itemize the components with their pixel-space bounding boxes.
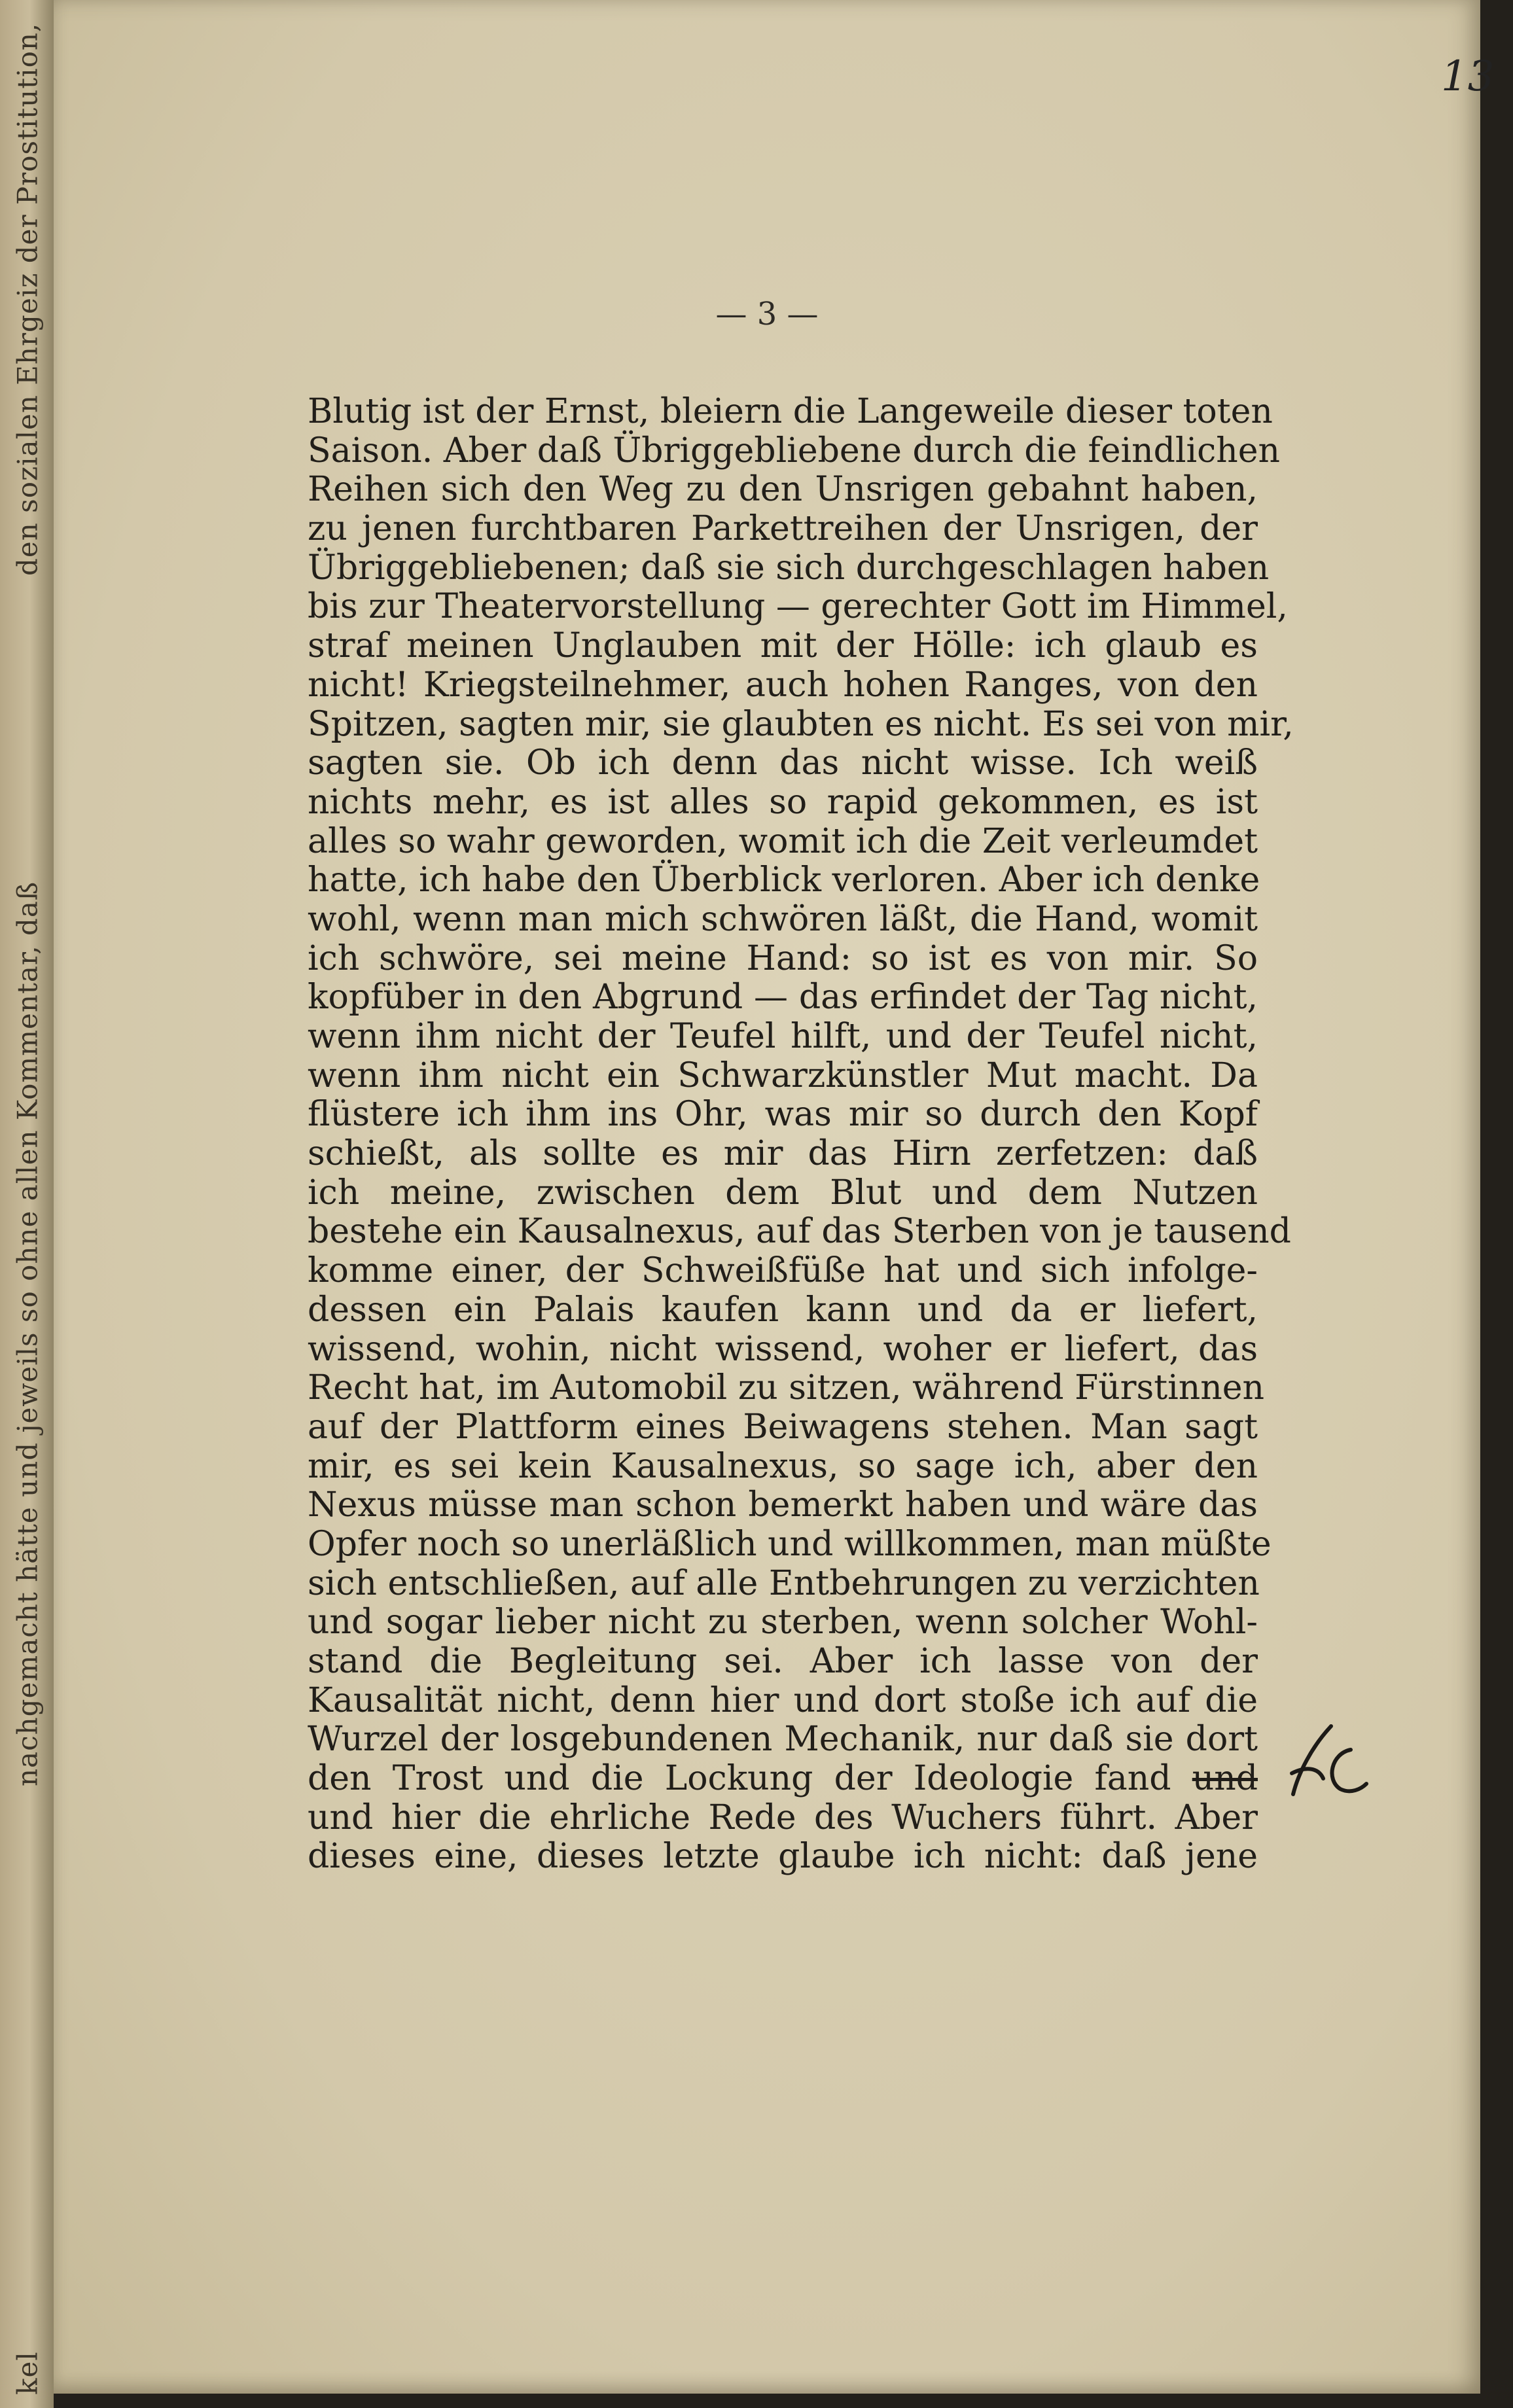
text-line: wenn ihm nicht ein Schwarzkünstler Mut macht. Da — [308, 1055, 1258, 1095]
text-line-with-strike — [308, 1760, 1258, 1799]
spine-text-3: kel — [11, 2351, 44, 2395]
struck-word: und — [1192, 1759, 1258, 1799]
text-line: auf der Plattform eines Beiwagens stehen. Man sagt — [308, 1407, 1258, 1447]
text-line: zu jenen furchtbaren Parkettreihen der Unsrigen, der — [308, 509, 1258, 549]
text-line: Blutig ist der Ernst, bleiern die Langeweile dieser toten — [308, 392, 1273, 431]
text-line: straf meinen Unglauben mit der Hölle: ich glaub es — [308, 626, 1258, 666]
text-line: wissend, wohin, nicht wissend, woher er liefert, das — [308, 1329, 1258, 1369]
text-line: Opfer noch so unerläßlich und willkommen, man müßte — [308, 1524, 1272, 1564]
text-line: dessen ein Palais kaufen kann und da er liefert, — [308, 1290, 1258, 1330]
text-line: Kausalität nicht, denn hier und dort stoße ich auf die — [308, 1680, 1258, 1720]
text-line: Reihen sich den Weg zu den Unsrigen gebahnt haben, — [308, 470, 1258, 510]
text-line: komme einer, der Schweißfüße hat und sich infolge- — [308, 1251, 1258, 1291]
text-line: wenn ihm nicht der Teufel hilft, und der Teufel nicht, — [308, 1017, 1258, 1056]
facing-page-spine — [0, 0, 54, 2408]
text-line: stand die Begleitung sei. Aber ich lasse von der — [308, 1642, 1258, 1681]
text-line: sagten sie. Ob ich denn das nicht wisse. Ich weiß — [308, 743, 1258, 783]
text-line: wohl, wenn man mich schwören läßt, die Hand, womit — [308, 899, 1258, 939]
text-line: nicht! Kriegsteilnehmer, auch hohen Ranges, von den — [308, 665, 1258, 705]
text-line: nichts mehr, es ist alles so rapid gekommen, es ist — [308, 782, 1258, 822]
body-text — [308, 392, 1294, 1877]
text-line: flüstere ich ihm ins Ohr, was mir so durch den Kopf — [308, 1095, 1258, 1135]
text-line: alles so wahr geworden, womit ich die Zeit verleumdet — [308, 821, 1258, 861]
text-line: ich meine, zwischen dem Blut und dem Nutzen — [308, 1173, 1258, 1213]
text-line: kopfüber in den Abgrund — das erfindet der Tag nicht, — [308, 978, 1258, 1018]
text-line: Wurzel der losgebundenen Mechanik, nur daß sie dort — [308, 1720, 1258, 1760]
text-line: bis zur Theatervorstellung — gerechter Gott im Himmel, — [308, 587, 1288, 627]
text-line: ich schwöre, sei meine Hand: so ist es von mir. So — [308, 938, 1258, 978]
text-line: sich entschließen, auf alle Entbehrungen zu verzichten — [308, 1563, 1260, 1603]
text-line: dieses eine, dieses letzte glaube ich nicht: daß jene — [308, 1837, 1258, 1877]
handwritten-correction-mark-icon — [1285, 1721, 1370, 1799]
book-page — [54, 0, 1495, 2394]
text-line: Spitzen, sagten mir, sie glaubten es nicht. Es sei von mir, — [308, 704, 1294, 744]
spine-text-2: nachgemacht hätte und jeweils so ohne allen Kommentar, daß — [11, 881, 44, 1786]
page-number: — 3 — — [715, 296, 819, 332]
text-line: den Trost und die Lockung der Ideologie fand — [308, 1759, 1171, 1799]
text-line: hatte, ich habe den Überblick verloren. Aber ich denke — [308, 860, 1260, 900]
text-line: und sogar lieber nicht zu sterben, wenn solcher Wohl- — [308, 1602, 1258, 1642]
text-line: mir, es sei kein Kausalnexus, so sage ich, aber den — [308, 1446, 1258, 1486]
text-line: bestehe ein Kausalnexus, auf das Sterben von je tausend — [308, 1212, 1291, 1252]
text-line: Übriggebliebenen; daß sie sich durchgeschlagen haben — [308, 548, 1270, 588]
handwritten-folio-number: 13 — [1441, 52, 1495, 101]
text-line: und hier die ehrliche Rede des Wuchers führt. Aber — [308, 1797, 1258, 1837]
spine-text-1: den sozialen Ehrgeiz der Prostitution, — [11, 22, 44, 576]
text-line: Recht hat, im Automobil zu sitzen, während Fürstinnen — [308, 1368, 1264, 1408]
text-line: Saison. Aber daß Übriggebliebene durch die feindlichen — [308, 431, 1281, 470]
text-line: schießt, als sollte es mir das Hirn zerfetzen: daß — [308, 1134, 1258, 1174]
text-line: Nexus müsse man schon bemerkt haben und wäre das — [308, 1485, 1258, 1525]
